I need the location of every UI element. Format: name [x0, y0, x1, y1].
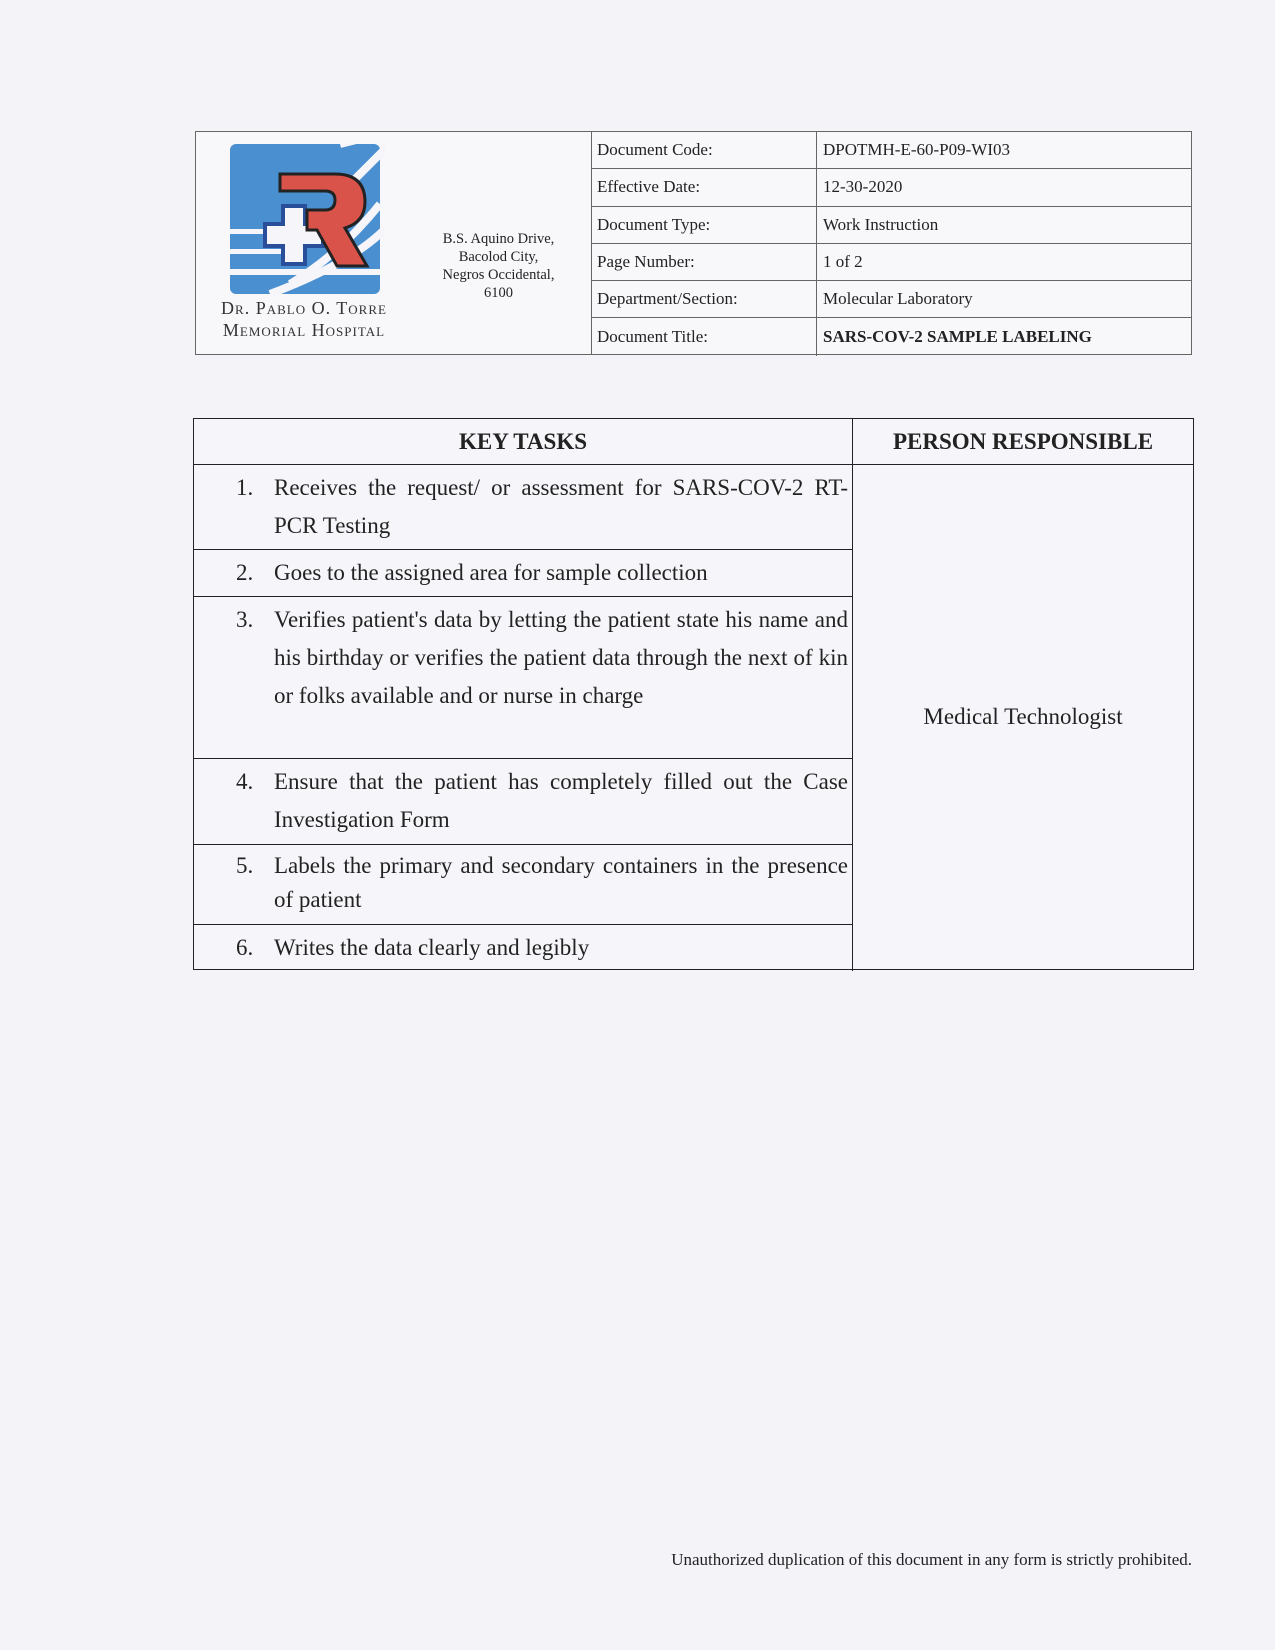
meta-value: 12-30-2020: [823, 177, 903, 197]
meta-label: Document Type:: [591, 207, 817, 243]
task-text: Ensure that the patient has completely filled out the Case Investigation Form: [274, 769, 848, 832]
document-header: [195, 131, 1192, 355]
column-header-key-tasks: KEY TASKS: [194, 419, 853, 465]
task-number: 1.: [236, 475, 254, 500]
hospital-logo-area: [196, 132, 592, 354]
task-row: [194, 845, 853, 925]
task-number: 6.: [236, 935, 254, 960]
meta-label: Document Title:: [591, 318, 817, 355]
address-line: B.S. Aquino Drive,: [442, 231, 555, 247]
meta-row-department: [591, 281, 1191, 318]
hospital-logo-icon: [230, 144, 385, 299]
task-number: 4.: [236, 769, 254, 794]
document-meta-table: [591, 132, 1191, 354]
address-line: Bacolod City,: [458, 249, 539, 265]
person-responsible: Medical Technologist: [923, 704, 1123, 729]
task-number: 2.: [236, 560, 254, 585]
task-row: [194, 597, 853, 759]
footer-notice: Unauthorized duplication of this document in any form is strictly prohibited.: [671, 1550, 1192, 1569]
task-text: Goes to the assigned area for sample collection: [274, 560, 708, 585]
task-text: Receives the request/ or assessment for SARS-COV-2 RT-PCR Testing: [274, 475, 848, 538]
meta-value: Work Instruction: [823, 214, 939, 234]
hospital-name-line2: Memorial Hospital: [222, 320, 386, 340]
hospital-name-line1: Dr. Pablo O. Torre: [221, 298, 387, 318]
address-line: Negros Occidental,: [442, 267, 555, 283]
task-row: [194, 925, 853, 971]
meta-label: Document Code:: [591, 132, 817, 168]
meta-row-page-number: [591, 244, 1191, 281]
meta-value: 1 of 2: [823, 252, 863, 272]
task-text: Writes the data clearly and legibly: [274, 935, 590, 960]
meta-row-document-title: [591, 318, 1191, 355]
task-text: Labels the primary and secondary containers in the presence of patient: [274, 853, 848, 912]
meta-row-document-code: [591, 132, 1191, 169]
address-line: 6100: [484, 285, 513, 301]
meta-label: Effective Date:: [591, 169, 817, 205]
meta-row-effective-date: [591, 169, 1191, 206]
hospital-name: [204, 297, 404, 341]
task-number: 5.: [236, 853, 254, 878]
key-tasks-table: [193, 418, 1194, 970]
hospital-address: [426, 230, 571, 302]
task-row: [194, 550, 853, 597]
task-row: [194, 465, 853, 550]
meta-row-document-type: [591, 207, 1191, 244]
meta-label: Page Number:: [591, 244, 817, 280]
task-text: Verifies patient's data by letting the patient state his name and his birthday or verifies the patient data through the next of kin or folks available and or nurse in charge: [274, 607, 848, 708]
meta-value: DPOTMH-E-60-P09-WI03: [823, 140, 1010, 160]
column-header-person-responsible: PERSON RESPONSIBLE: [853, 419, 1193, 465]
meta-label: Department/Section:: [591, 281, 817, 317]
meta-value: Molecular Laboratory: [823, 289, 973, 309]
task-number: 3.: [236, 607, 254, 632]
task-row: [194, 759, 853, 845]
meta-value: SARS-COV-2 SAMPLE LABELING: [823, 327, 1092, 347]
